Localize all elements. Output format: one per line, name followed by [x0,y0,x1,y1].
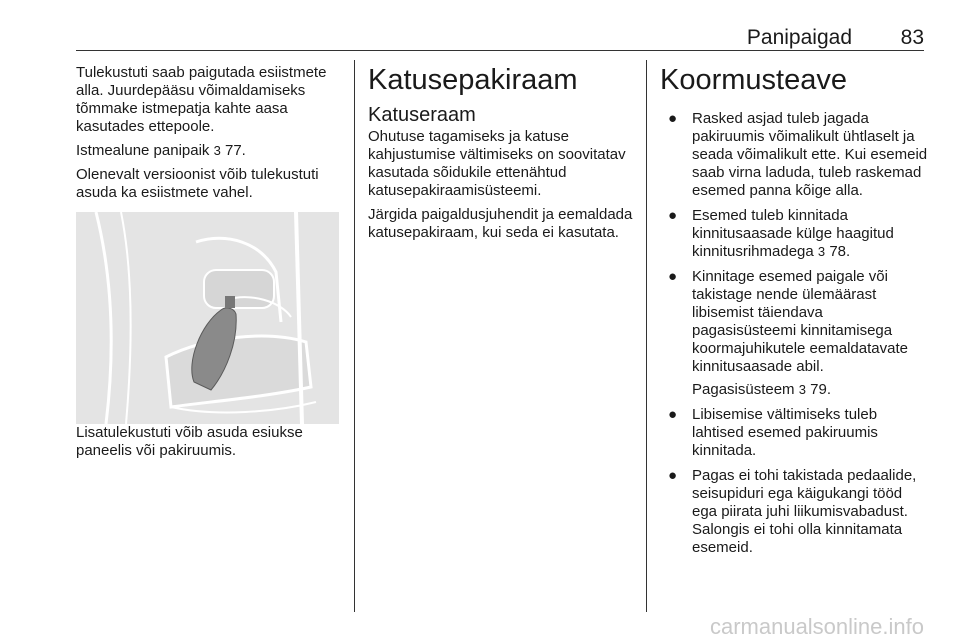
door-panel-drawing [76,212,339,424]
extinguisher-valve [225,296,235,308]
page-ref-icon: 3 [213,143,221,158]
page-ref: 78. [829,243,851,260]
list-item-text: Rasked asjad tuleb jagada pakiruumis võimalikult ühtlaselt ja seada võimalikult ette. Kui esemeid saab virna laduda, tuleb raskemad esemed panna kõige alla. [692,110,928,199]
paragraph: Olenevalt versioonist võib tulekustuti asuda ka esiistmete vahel. [76,166,319,201]
figure-caption: Lisatulekustuti võib asuda esiukse paneelis või pakiruumis. [76,424,303,459]
page-ref-icon: 3 [798,382,806,397]
list-item-text: Kinnitage esemed paigale või takistage nende ülemäärast libisemist täiendava pagasisüsteemi kinnitamisega koormajuhikutele eemaldatavate kinnitusaasade abil. [692,268,908,375]
list-item-note [692,381,928,399]
bullet: ● [668,406,678,423]
page-header [76,26,924,50]
section-heading: Katusepakiraam [368,64,578,96]
bullet: ● [668,207,678,224]
bullet: ● [668,467,678,484]
subsection-heading: Katuseraam [368,104,476,126]
bullet: ● [668,110,678,127]
paragraph [76,142,346,160]
page-ref: 79. [810,381,831,398]
paragraph: Ohutuse tagamiseks ja katuse kahjustumise vältimiseks on soovitatav kasutada sõidukile ettenähtud katusepakiraamisüsteemi. [368,128,626,199]
list-item [660,110,928,200]
column-divider [354,60,355,612]
list-item-text-part: Esemed tuleb kinnitada kinnitusaasade külge haagitud kinnitusrihmadega [692,207,894,260]
column-1 [76,64,346,466]
section-heading: Koormusteave [660,64,847,96]
paragraph: Järgida paigaldusjuhendit ja eemaldada katusepakiraam, kui seda ei kasutata. [368,206,633,241]
bullet: ● [668,268,678,285]
list-item [660,207,928,261]
list-item-text [692,207,928,261]
list-item-text: Libisemise vältimiseks tuleb lahtised esemed pakiruumis kinnitada. [692,406,878,459]
page-number: 83 [900,26,924,49]
column-divider [646,60,647,612]
watermark: carmanualsonline.info [709,614,924,639]
paragraph-text: Istmealune panipaik [76,142,214,159]
list-item [660,406,928,460]
column-3 [660,64,928,564]
header-rule [76,50,924,51]
door-handle [204,270,274,308]
load-info-list [660,110,928,557]
paragraph: Tulekustuti saab paigutada esiistmete alla. Juurdepääsu võimaldamiseks tõmmake istmepatja kahte aasa kasutades ettepoole. [76,64,327,135]
column-2 [368,64,636,248]
page-ref: 77. [225,142,246,159]
list-item [660,268,928,399]
section-title: Panipaigad [746,26,852,49]
list-item-text: Pagas ei tohi takistada pedaalide, seisupiduri ega käigukangi tööd ega piirata juhi liikumisvabadust. Salongis ei tohi olla kinnitamata esemeid. [692,467,917,556]
list-item [660,467,928,557]
door-panel-illustration [76,212,339,424]
page-ref-icon: 3 [817,244,826,259]
list-item-note-text: Pagasisüsteem [692,381,799,398]
